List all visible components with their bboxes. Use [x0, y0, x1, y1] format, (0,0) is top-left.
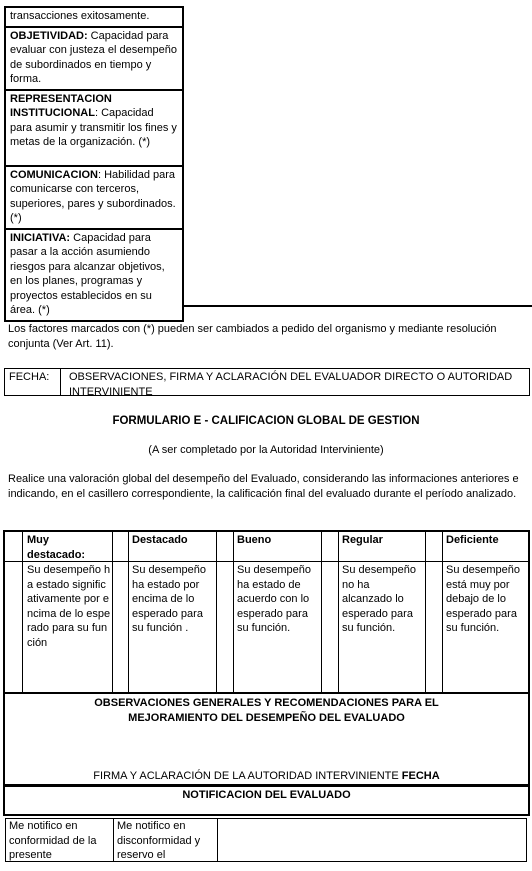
rating-checkbox-bueno[interactable]	[216, 532, 233, 692]
rating-checkbox-muy-destacado[interactable]	[5, 532, 22, 692]
grid-divider	[22, 532, 23, 692]
grid-divider	[442, 532, 443, 692]
rating-desc-destacado: Su desempeño ha estado por encima de lo esperado para su función .	[132, 564, 206, 634]
factor-table	[4, 6, 184, 322]
notify-disconformity-option[interactable]: Me notifico en disconformidad y reservo el	[114, 819, 218, 861]
factors-note: Los factores marcados con (*) pueden ser cambiados a pedido del organismo y mediante resolución conjunta (Ver Art. 11).	[8, 323, 497, 350]
factor-cell: transacciones exitosamente.	[5, 7, 183, 27]
factor-comunicacion: COMUNICACION: Habilidad para comunicarse con terceros, superiores, pares y subordinados. (*)	[5, 166, 183, 229]
notification-header	[3, 786, 530, 816]
rating-label-destacado: Destacado	[132, 534, 188, 546]
notify-conformity-option[interactable]: Me notifico en conformidad de la presente	[6, 819, 114, 861]
grid-divider	[128, 532, 129, 692]
rating-label-muy-destacado: Muy destacado:	[27, 534, 86, 561]
observations-box[interactable]	[3, 694, 530, 786]
grid-divider	[338, 532, 339, 692]
form-instructions: Realice una valoración global del desempeño del Evaluado, considerando las informaciones anteriores e indicando, en el casillero correspondiente, la calificación final del evaluado durante el período analizado.	[8, 473, 519, 500]
factor-iniciativa: INICIATIVA: Capacidad para pasar a la acción asumiendo riesgos para alcanzar objetivos, en los planes, programas y proyectos establecidos en su área. (*)	[5, 229, 183, 321]
rating-label-deficiente: Deficiente	[446, 534, 499, 546]
rating-grid	[3, 530, 530, 694]
divider-line	[184, 305, 532, 307]
rating-desc-regular: Su desempeño no ha alcanzado lo esperado para su función.	[342, 564, 416, 634]
rating-desc-muy-destacado: Su desempeño ha estado significativamente por encima de lo esperado para su función	[27, 564, 111, 649]
rating-desc-bueno: Su desempeño ha estado de acuerdo con lo esperado para su función.	[237, 564, 311, 634]
grid-divider	[233, 532, 234, 692]
notification-options	[5, 818, 527, 862]
form-subtitle: (A ser completado por la Autoridad Interviniente)	[148, 444, 384, 456]
factor-representacion: REPRESENTACION INSTITUCIONAL: Capacidad para asumir y transmitir los fines y metas de la organización. (*)	[5, 90, 183, 166]
fecha-label: FECHA:	[5, 369, 61, 395]
observations-title: OBSERVACIONES GENERALES Y RECOMENDACIONES PARA EL MEJORAMIENTO DEL DESEMPEÑO DEL EVALUADO	[94, 697, 439, 724]
rating-desc-deficiente: Su desempeño está muy por debajo de lo esperado para su función.	[446, 564, 520, 634]
rating-checkbox-regular[interactable]	[321, 532, 338, 692]
notify-signature-area[interactable]	[218, 819, 526, 861]
evaluator-signature-row	[4, 368, 530, 396]
evaluator-observations-label: OBSERVACIONES, FIRMA Y ACLARACIÓN DEL EVALUADOR DIRECTO O AUTORIDAD INTERVINIENTE	[69, 371, 513, 398]
rating-checkbox-destacado[interactable]	[112, 532, 128, 692]
rating-label-regular: Regular	[342, 534, 383, 546]
factor-objetividad: OBJETIVIDAD: Capacidad para evaluar con justeza el desempeño de subordinados en tiempo y forma.	[5, 27, 183, 90]
rating-label-bueno: Bueno	[237, 534, 272, 546]
notification-title: NOTIFICACION DEL EVALUADO	[182, 789, 351, 801]
rating-checkbox-deficiente[interactable]	[425, 532, 442, 692]
form-title: FORMULARIO E - CALIFICACION GLOBAL DE GESTION	[112, 415, 420, 427]
authority-signature-label: FIRMA Y ACLARACIÓN DE LA AUTORIDAD INTERVINIENTE FECHA	[93, 770, 440, 782]
